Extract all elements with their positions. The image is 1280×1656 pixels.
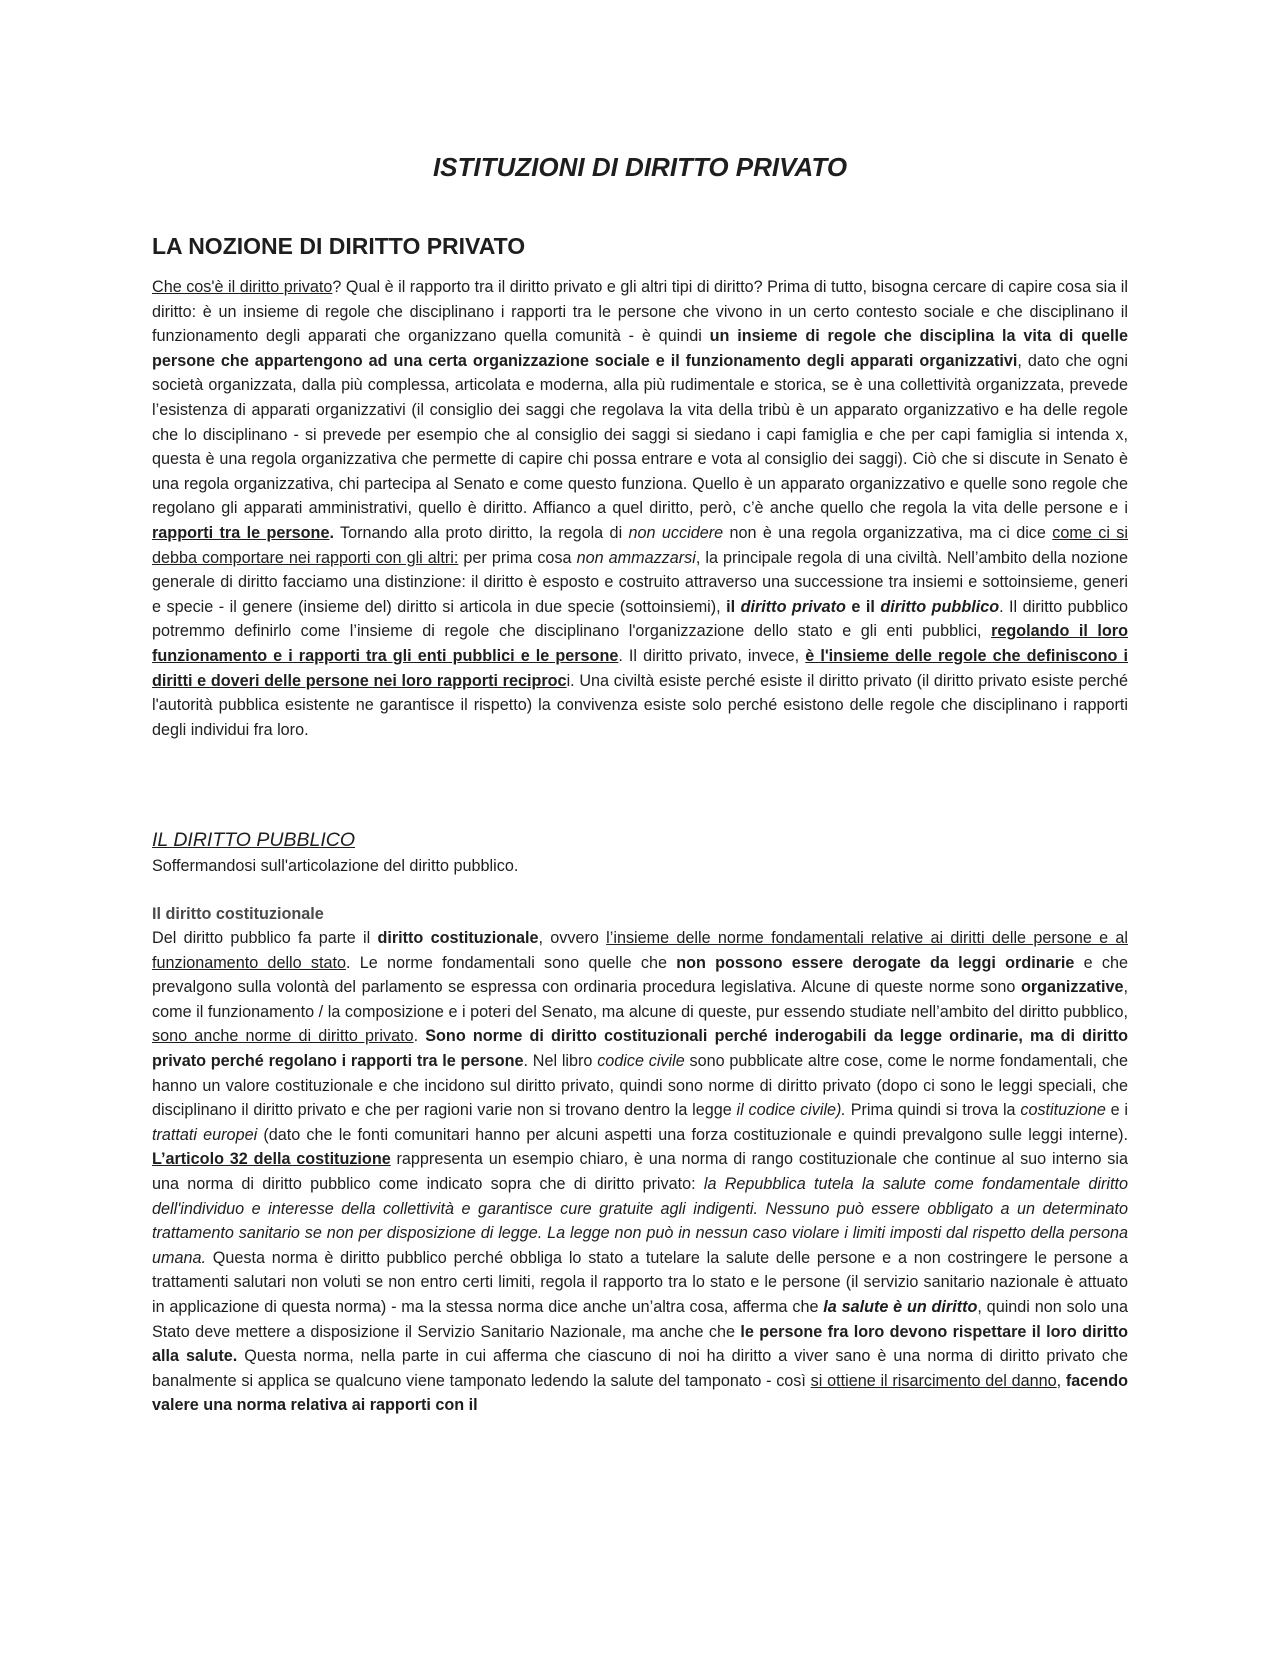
bold-text-run: non possono essere derogate da leggi ordinarie: [676, 953, 1075, 972]
text-run: .: [413, 1027, 426, 1046]
bold-text-run: il: [726, 597, 741, 616]
text-run: . Il diritto privato, invece,: [618, 646, 806, 665]
underlined-text-run: l’insieme delle norme fondamentali relative ai diritti delle persone e al funzionamento dello stato: [152, 929, 1128, 972]
paragraph-costituzionale: [152, 926, 1128, 1418]
italic-text-run: codice civile: [597, 1051, 685, 1070]
text-run: , come il funzionamento / la composizione e i poteri del Senato, ma alcune di queste, pur essendo studiate nell’ambito del diritto pubblico,: [152, 978, 1128, 1021]
underlined-text-run: come ci si debba comportare nei rapporti con gli altri:: [152, 523, 1128, 567]
bold-text-run: le persone fra loro devono rispettare il loro diritto alla salute.: [152, 1322, 1128, 1366]
text-run: ,: [1056, 1371, 1066, 1390]
italic-text-run: non ammazzarsi: [576, 548, 696, 567]
text-run: (dato che le fonti comunitari hanno per alcuni aspetti una forza costituzionale e quindi prevalgono sulle leggi interne).: [257, 1125, 1128, 1144]
bold-italic-text-run: la salute è un diritto: [823, 1297, 978, 1316]
text-run: , la principale regola di una civiltà. Nell’ambito della nozione generale di diritto facciamo una distinzione: il diritto è esposto e costruito attraverso una successione tra insiemi e sottoinsieme, generi e specie - il genere (insieme del) diritto si articola in due specie (sottoinsiemi),: [152, 548, 1128, 616]
text-run: . Nel libro: [523, 1051, 598, 1070]
text-run: . Le norme fondamentali sono quelle che: [345, 953, 677, 972]
bold-underlined-run: regolando il loro funzionamento e i rapporti tra gli enti pubblici e le persone: [152, 622, 1128, 665]
bold-italic-text-run: diritto privato: [740, 597, 846, 616]
italic-text-run: non uccidere: [628, 523, 724, 542]
bold-underlined-run: L’articolo 32 della costituzione: [152, 1150, 391, 1169]
section-heading-diritto-pubblico: IL DIRITTO PUBBLICO: [152, 829, 355, 851]
text-run: Questa norma, nella parte in cui afferma che ciascuno di noi ha diritto a viver sano è una norma di diritto privato che banalmente si applica se qualcuno viene tamponato ledendo la salute del tamponato - così: [152, 1347, 1129, 1390]
section-heading-nozione: LA NOZIONE DI DIRITTO PRIVATO: [152, 233, 526, 259]
italic-text-run: costituzione: [1020, 1101, 1106, 1120]
bold-text-run: e il: [845, 597, 881, 616]
document-title: ISTITUZIONI DI DIRITTO PRIVATO: [432, 152, 848, 182]
text-run: Tornando alla proto diritto, la regola di: [333, 523, 629, 542]
text-run: e che prevalgono sulla volontà del parlamento se espressa con ordinaria procedura legislativa. Alcune di queste norme sono: [152, 953, 1129, 997]
bold-text-run: un insieme di regole che disciplina la vita di quelle persone che appartengono ad una certa organizzazione sociale e il funzionamento degli apparati organizzativi: [152, 327, 1128, 370]
underlined-text-run: sono anche norme di diritto privato: [152, 1027, 414, 1046]
text-run: e i: [1105, 1101, 1128, 1120]
italic-text-run: la Repubblica tutela la salute come fondamentale diritto dell'individuo e interesse della collettività e garantisce cure gratuite agli indigenti. Nessuno può essere obbligato a un determinato trattamento sanitario se non per disposizione di legge. La legge non può in nessun caso violare i limiti imposti dal rispetto della persona umana.: [152, 1174, 1128, 1267]
italic-text-run: trattati europei: [152, 1125, 258, 1144]
text-run: ? Qual è il rapporto tra il diritto privato e gli altri tipi di diritto? Prima di tutto, bisogna cercare di capire cosa sia il diritto: è un insieme di regole che disciplinano i rapporti tra le persone che vivono in un certo contesto sociale e che disciplinano il funzionamento degli apparati che organizzano quella comunità - è quindi: [152, 278, 1128, 346]
bold-text-run: .: [329, 523, 334, 542]
text-run: Del diritto pubblico fa parte il: [152, 929, 378, 947]
text-run: per prima cosa: [458, 548, 577, 567]
italic-text-run: il codice civile).: [736, 1101, 846, 1120]
bold-text-run: Sono norme di diritto costituzionali perché inderogabili da legge ordinarie, ma di diritto privato perché regolano i rapporti tra le persone: [152, 1027, 1128, 1070]
text-run: , ovvero: [538, 929, 607, 947]
bold-underlined-run: rapporti tra le persone: [152, 523, 330, 542]
text-run: Che cos'è il diritto privato: [152, 278, 333, 296]
bold-text-run: organizzative: [1020, 978, 1124, 997]
bold-text-run: facendo valere una norma relativa ai rapporti con il: [152, 1371, 1128, 1415]
text-run: , quindi non solo una Stato deve mettere a disposizione il Servizio Sanitario Nazionale, ma anche che: [152, 1297, 1128, 1341]
text-run: sono pubblicate altre cose, come le norme fondamentali, che hanno un valore costituzionale e che incidono sul diritto privato, quindi sono norme di diritto privato (dopo ci sono le leggi speciali, che disciplinano il diritto privato e che per ragioni varie non si trovano dentro la legge: [152, 1051, 1128, 1120]
text-run: i. Una civiltà esiste perché esiste il diritto privato (il diritto privato esiste perché l'autorità pubblica esistente ne garantisce il rispetto) la convivenza esiste solo perché esistono delle regole che disciplinano i rapporti degli individui fra loro.: [152, 671, 1128, 739]
underlined-text-run: si ottiene il risarcimento del danno: [810, 1371, 1057, 1390]
text-run: , dato che ogni società organizzata, dalla più complessa, articolata e moderna, alla più rudimentale e storica, se è una collettività organizzata, prevede l’esistenza di apparati organizzativi (il consiglio dei saggi che regolava la vita della tribù è un apparato organizzativo e ha delle regole che lo disciplinano - si prevede per esempio che al consiglio dei saggi si siedano i capi famiglia e che per capi famiglia si intenda x, questa è una regola organizzativa che permette di capire chi possa entrare e vota al consiglio dei saggi). Ciò che si discute in Senato è una regola organizzativa, chi partecipa al Senato e come questo funziona. Quello è un apparato organizzativo e quelle sono regole che regolano gli apparati amministrativi, quello è diritto. Affianco a quel diritto, però, c’è anche quello che regola la vita delle persone e i: [152, 351, 1128, 518]
text-run: non è una regola organizzativa, ma ci dice: [723, 523, 1053, 542]
text-run: rappresenta un esempio chiaro, è una norma di rango costituzionale che continue al suo interno sia una norma di diritto pubblico come indicato sopra che di diritto privato:: [152, 1150, 1128, 1193]
text-run: Questa norma è diritto pubblico perché obbliga lo stato a tutelare la salute delle persone e a non costringere le persone a trattamenti salutari non voluti se non entro certi limiti, regola il rapporto tra lo stato e le persone (il servizio sanitario nazionale è attuato in applicazione di questa norma) - ma la stessa norma dice anche un’altra cosa, afferma che: [152, 1248, 1128, 1316]
text-run: . Il diritto pubblico potremmo definirlo come l’insieme di regole che disciplinano l'organizzazione dello stato e gli enti pubblici,: [152, 597, 1128, 641]
text-run: Prima quindi si trova la: [845, 1101, 1021, 1120]
bold-italic-text-run: diritto pubblico: [880, 597, 1000, 616]
bold-text-run: diritto costituzionale: [377, 929, 539, 947]
subsection-heading-costituzionale: Il diritto costituzionale: [152, 905, 324, 923]
paragraph-diritto-pubblico-intro: Soffermandosi sull'articolazione del diritto pubblico.: [152, 857, 519, 875]
bold-underlined-run: è l'insieme delle regole che definiscono i diritti e doveri delle persone nei loro rapporti reciproc: [152, 646, 1128, 690]
paragraph-nozione: [152, 275, 1128, 742]
